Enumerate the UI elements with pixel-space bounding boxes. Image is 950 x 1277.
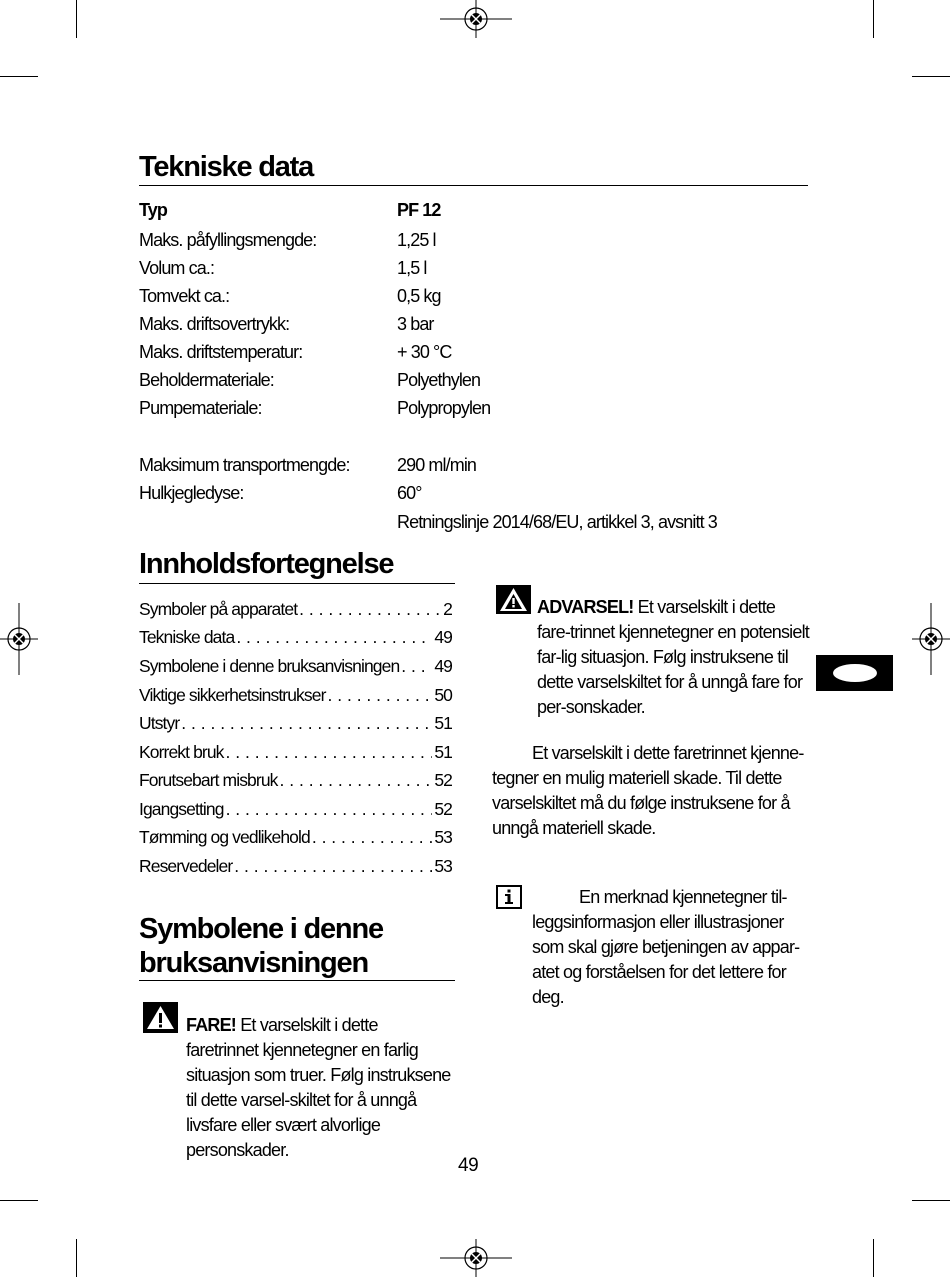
toc-leader <box>401 655 432 677</box>
toc-item-page: 49 <box>434 627 452 647</box>
toc-item-label: Reservedeler <box>139 856 233 876</box>
page-number: 49 <box>458 1155 479 1176</box>
spec-label: Volum ca.: <box>139 258 215 278</box>
toc-leader <box>312 826 432 848</box>
toc-leader <box>280 769 433 791</box>
directive-text: Retningslinje 2014/68/EU, artikkel 3, avsnitt 3 <box>397 512 717 532</box>
symbols-heading <box>139 912 383 980</box>
toc-item-page: 53 <box>434 827 452 847</box>
toc-item-label: Utstyr <box>139 713 180 733</box>
symbols-heading-line2: bruksanvisningen <box>139 947 368 979</box>
toc-item-page: 52 <box>434 799 452 819</box>
toc-item-page: 51 <box>434 742 452 762</box>
toc-item[interactable] <box>139 826 452 848</box>
toc-item-label: Symbolene i denne bruksanvisningen <box>139 656 400 676</box>
toc-item[interactable] <box>139 598 452 620</box>
toc-item-label: Tømming og vedlikehold <box>139 827 310 847</box>
toc-item-page: 49 <box>434 656 452 676</box>
toc-item[interactable] <box>139 684 452 706</box>
spec-value: Polyethylen <box>397 370 481 390</box>
toc-item-label: Korrekt bruk <box>139 742 224 762</box>
caution-paragraph: Et varselskilt i dette faretrinnet kjenne-tegner en mulig materiell skade. Til dette varselskiltet må du følge instruksene for å unngå materiell skade. <box>492 743 804 838</box>
warning-text: Et varselskilt i dette fare-trinnet kjennetegner en potensielt far-lig situasjon. Følg instruksene til dette varselskiltet for å unngå fare for per-sonskader. <box>537 597 809 717</box>
toc-leader <box>234 855 432 877</box>
spec-value: 60° <box>397 483 422 503</box>
toc-item-label: Forutsebart misbruk <box>139 770 278 790</box>
spec-value: 1,5 l <box>397 258 427 278</box>
spec-value: Polypropylen <box>397 398 491 418</box>
toc-leader <box>328 684 433 706</box>
toc-item-label: Igangsetting <box>139 799 224 819</box>
toc-item[interactable] <box>139 626 452 648</box>
toc-item-label: Symboler på apparatet <box>139 599 298 619</box>
spec-value: 1,25 l <box>397 230 436 250</box>
spec-header-label: Typ <box>139 200 167 220</box>
symbols-heading-line1: Symbolene i denne <box>139 913 383 945</box>
warning-paragraph <box>537 595 809 720</box>
warning-icon <box>496 585 531 614</box>
toc-item-page: 51 <box>434 713 452 733</box>
toc-item-page: 2 <box>443 599 452 619</box>
spec-header-value: PF 12 <box>397 200 441 220</box>
toc-item-label: Tekniske data <box>139 627 235 647</box>
toc-heading: Innholdsfortegnelse <box>139 548 394 580</box>
toc-item-page: 50 <box>434 685 452 705</box>
language-tab <box>816 655 893 691</box>
danger-paragraph <box>186 1013 451 1163</box>
spec-label: Hulkjegledyse: <box>139 483 244 503</box>
spec-label: Maks. driftsovertrykk: <box>139 314 290 334</box>
toc-item[interactable] <box>139 769 452 791</box>
toc-item[interactable] <box>139 741 452 763</box>
language-tab-oval <box>833 664 877 682</box>
danger-text: Et varselskilt i dette faretrinnet kjennetegner en farlig situasjon som truer. Følg instruksene til dette varsel-skiltet for å unngå livsfare eller svært alvorlige personskader. <box>186 1015 451 1160</box>
registration-mark-bottom <box>440 1239 512 1277</box>
toc-item-page: 53 <box>434 856 452 876</box>
toc-item[interactable] <box>139 655 452 677</box>
symbols-rule <box>139 980 455 981</box>
spec-label: Maks. påfyllingsmengde: <box>139 230 317 250</box>
technical-data-heading: Tekniske data <box>139 151 314 183</box>
spec-value: 3 bar <box>397 314 434 334</box>
spec-label: Beholdermateriale: <box>139 370 274 390</box>
spec-label: Tomvekt ca.: <box>139 286 230 306</box>
toc-leader <box>226 741 433 763</box>
technical-data-rule <box>139 185 808 186</box>
danger-label: FARE! <box>186 1015 237 1035</box>
spec-value: 290 ml/min <box>397 455 477 475</box>
toc-leader <box>181 712 432 734</box>
toc-item-page: 52 <box>434 770 452 790</box>
spec-label: Maks. driftstemperatur: <box>139 342 303 362</box>
registration-mark-top <box>440 0 512 38</box>
info-icon <box>496 885 522 909</box>
registration-mark-right <box>912 603 950 675</box>
spec-value: 0,5 kg <box>397 286 441 306</box>
warning-label: ADVARSEL! <box>537 597 634 617</box>
toc-leader <box>236 626 432 648</box>
spec-label: Maksimum transportmengde: <box>139 455 350 475</box>
toc-leader <box>299 598 441 620</box>
toc-item[interactable] <box>139 855 452 877</box>
toc-leader <box>226 798 433 820</box>
spec-label: Pumpemateriale: <box>139 398 262 418</box>
danger-warning-icon <box>143 1002 178 1033</box>
note-paragraph: En merknad kjennetegner til-leggsinformasjon eller illustrasjoner som skal gjøre betjeningen av appar-atet og forståelsen for det lettere for deg. <box>532 887 800 1007</box>
toc-item[interactable] <box>139 712 452 734</box>
spec-value: + 30 °C <box>397 342 452 362</box>
toc-item[interactable] <box>139 798 452 820</box>
toc-item-label: Viktige sikkerhetsinstrukser <box>139 685 326 705</box>
registration-mark-left <box>0 603 38 675</box>
toc-rule <box>139 583 455 584</box>
